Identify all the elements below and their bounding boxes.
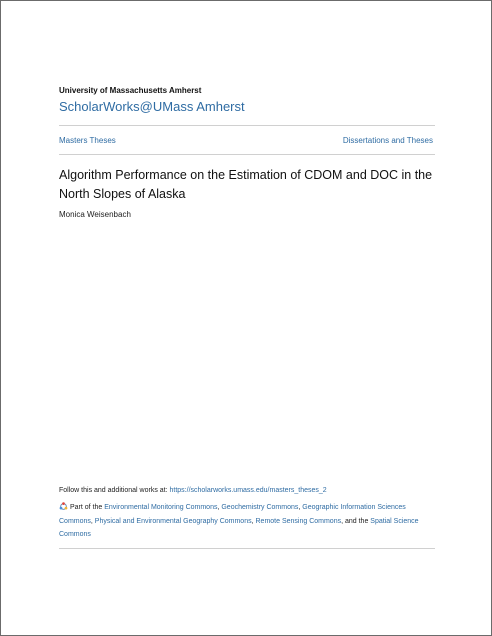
separator: , [251,517,256,525]
commons-link-physical-environmental-geography[interactable]: Physical and Environmental Geography Commons [94,517,252,525]
collection-url-link[interactable]: https://scholarworks.umass.edu/masters_theses_2 [169,487,327,494]
commons-link-environmental-monitoring[interactable]: Environmental Monitoring Commons [104,504,218,511]
commons-link-remote-sensing[interactable]: Remote Sensing Commons [255,517,342,525]
divider-middle [59,154,435,155]
separator: , [90,517,95,525]
part-of-text: Part of the [70,504,105,511]
repository-link[interactable]: ScholarWorks@UMass Amherst [59,99,245,114]
institution-name: University of Massachusetts Amherst [59,86,202,95]
commons-link-geographic-information-sciences[interactable]: Geographic Information Sciences Commons [59,504,406,525]
separator: , [298,504,303,511]
network-icon [59,502,68,511]
commons-link-geochemistry[interactable]: Geochemistry Commons [221,504,299,511]
and-the-text: , and the [341,517,371,525]
commons-link-spatial-science[interactable]: Spatial Science Commons [59,517,419,538]
divider-top [59,125,435,126]
masters-theses-link[interactable]: Masters Theses [59,136,116,145]
divider-bottom [59,548,435,549]
separator: , [217,504,222,511]
commons-list [59,501,439,542]
follow-line [59,487,327,494]
dissertations-theses-link[interactable]: Dissertations and Theses [342,136,433,145]
follow-text: Follow this and additional works at: [59,487,170,494]
document-title: Algorithm Performance on the Estimation of CDOM and DOC in the North Slopes of Alaska [59,168,433,201]
document-author: Monica Weisenbach [59,210,131,219]
